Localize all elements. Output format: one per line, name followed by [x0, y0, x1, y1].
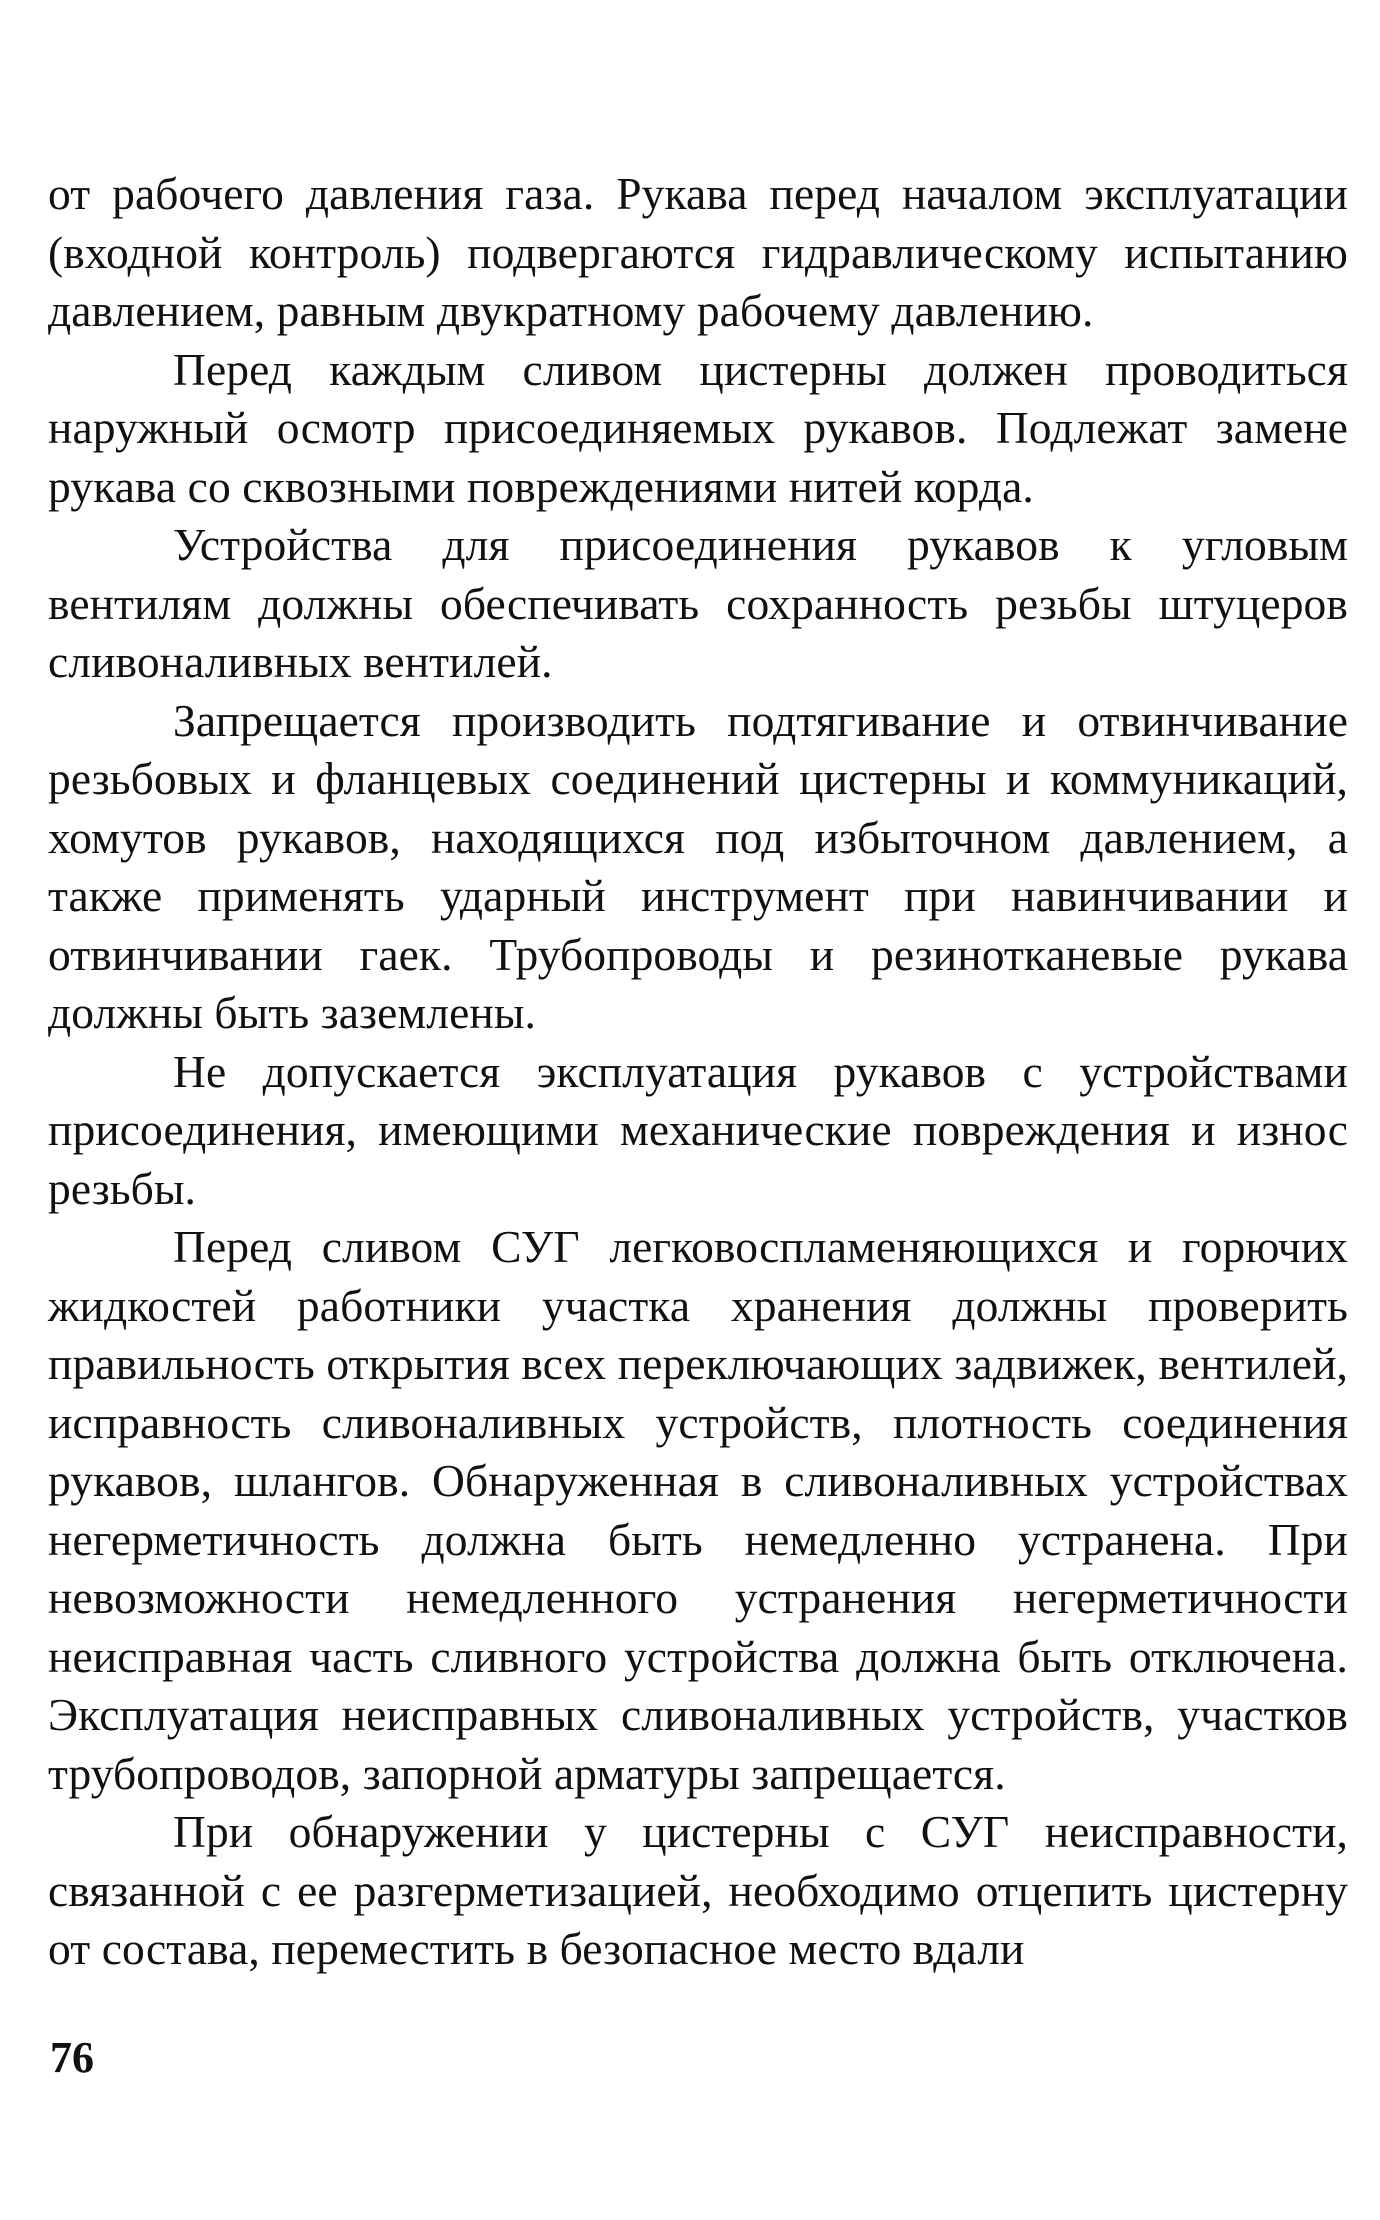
paragraph-7: При обнаружении у цистерны с СУГ неисправности, связанной с ее разгерметизацией, необходимо отцепить цистерну от состава, переместить в безопасное место вдали	[48, 1806, 1348, 1974]
paragraph-5: Не допускается эксплуатация рукавов с устройствами присоединения, имеющими механические повреждения и износ резьбы.	[48, 1045, 1348, 1214]
paragraph-1: от рабочего давления газа. Рукава перед началом эксплуатации (входной контроль) подвергаются гидравлическому испытанию давлением, равным двукратному рабочему давлению.	[48, 168, 1348, 336]
paragraph-4: Запрещается производить подтягивание и отвинчивание резьбовых и фланцевых соединений цистерны и коммуникаций, хомутов рукавов, находящихся под избыточном давлением, а также применять ударный инструмент при навинчивании и отвинчивании гаек. Трубопроводы и резинотканевые рукава должны быть заземлены.	[48, 694, 1348, 1038]
page-body	[48, 165, 1348, 1979]
paragraph-3: Устройства для присоединения рукавов к угловым вентилям должны обеспечивать сохранность резьбы штуцеров сливоналивных вентилей.	[48, 519, 1348, 687]
paragraph-6: Перед сливом СУГ легковоспламеняющихся и горючих жидкостей работники участка хранения должны проверить правильность открытия всех переключающих задвижек, вентилей, исправность сливоналивных устройств, плотность соединения рукавов, шлангов. Обнаруженная в сливоналивных устройствах негерметичность должна быть немедленно устранена. При невозможности немедленного устранения негерметичности неисправная часть сливного устройства должна быть отключена. Эксплуатация неисправных сливоналивных устройств, участков трубопроводов, запорной арматуры запрещается.	[48, 1221, 1348, 1799]
paragraph-2: Перед каждым сливом цистерны должен проводиться наружный осмотр присоединяемых рукавов. Подлежат замене рукава со сквозными повреждениями нитей корда.	[48, 343, 1348, 512]
page-number: 76	[50, 2033, 94, 2082]
